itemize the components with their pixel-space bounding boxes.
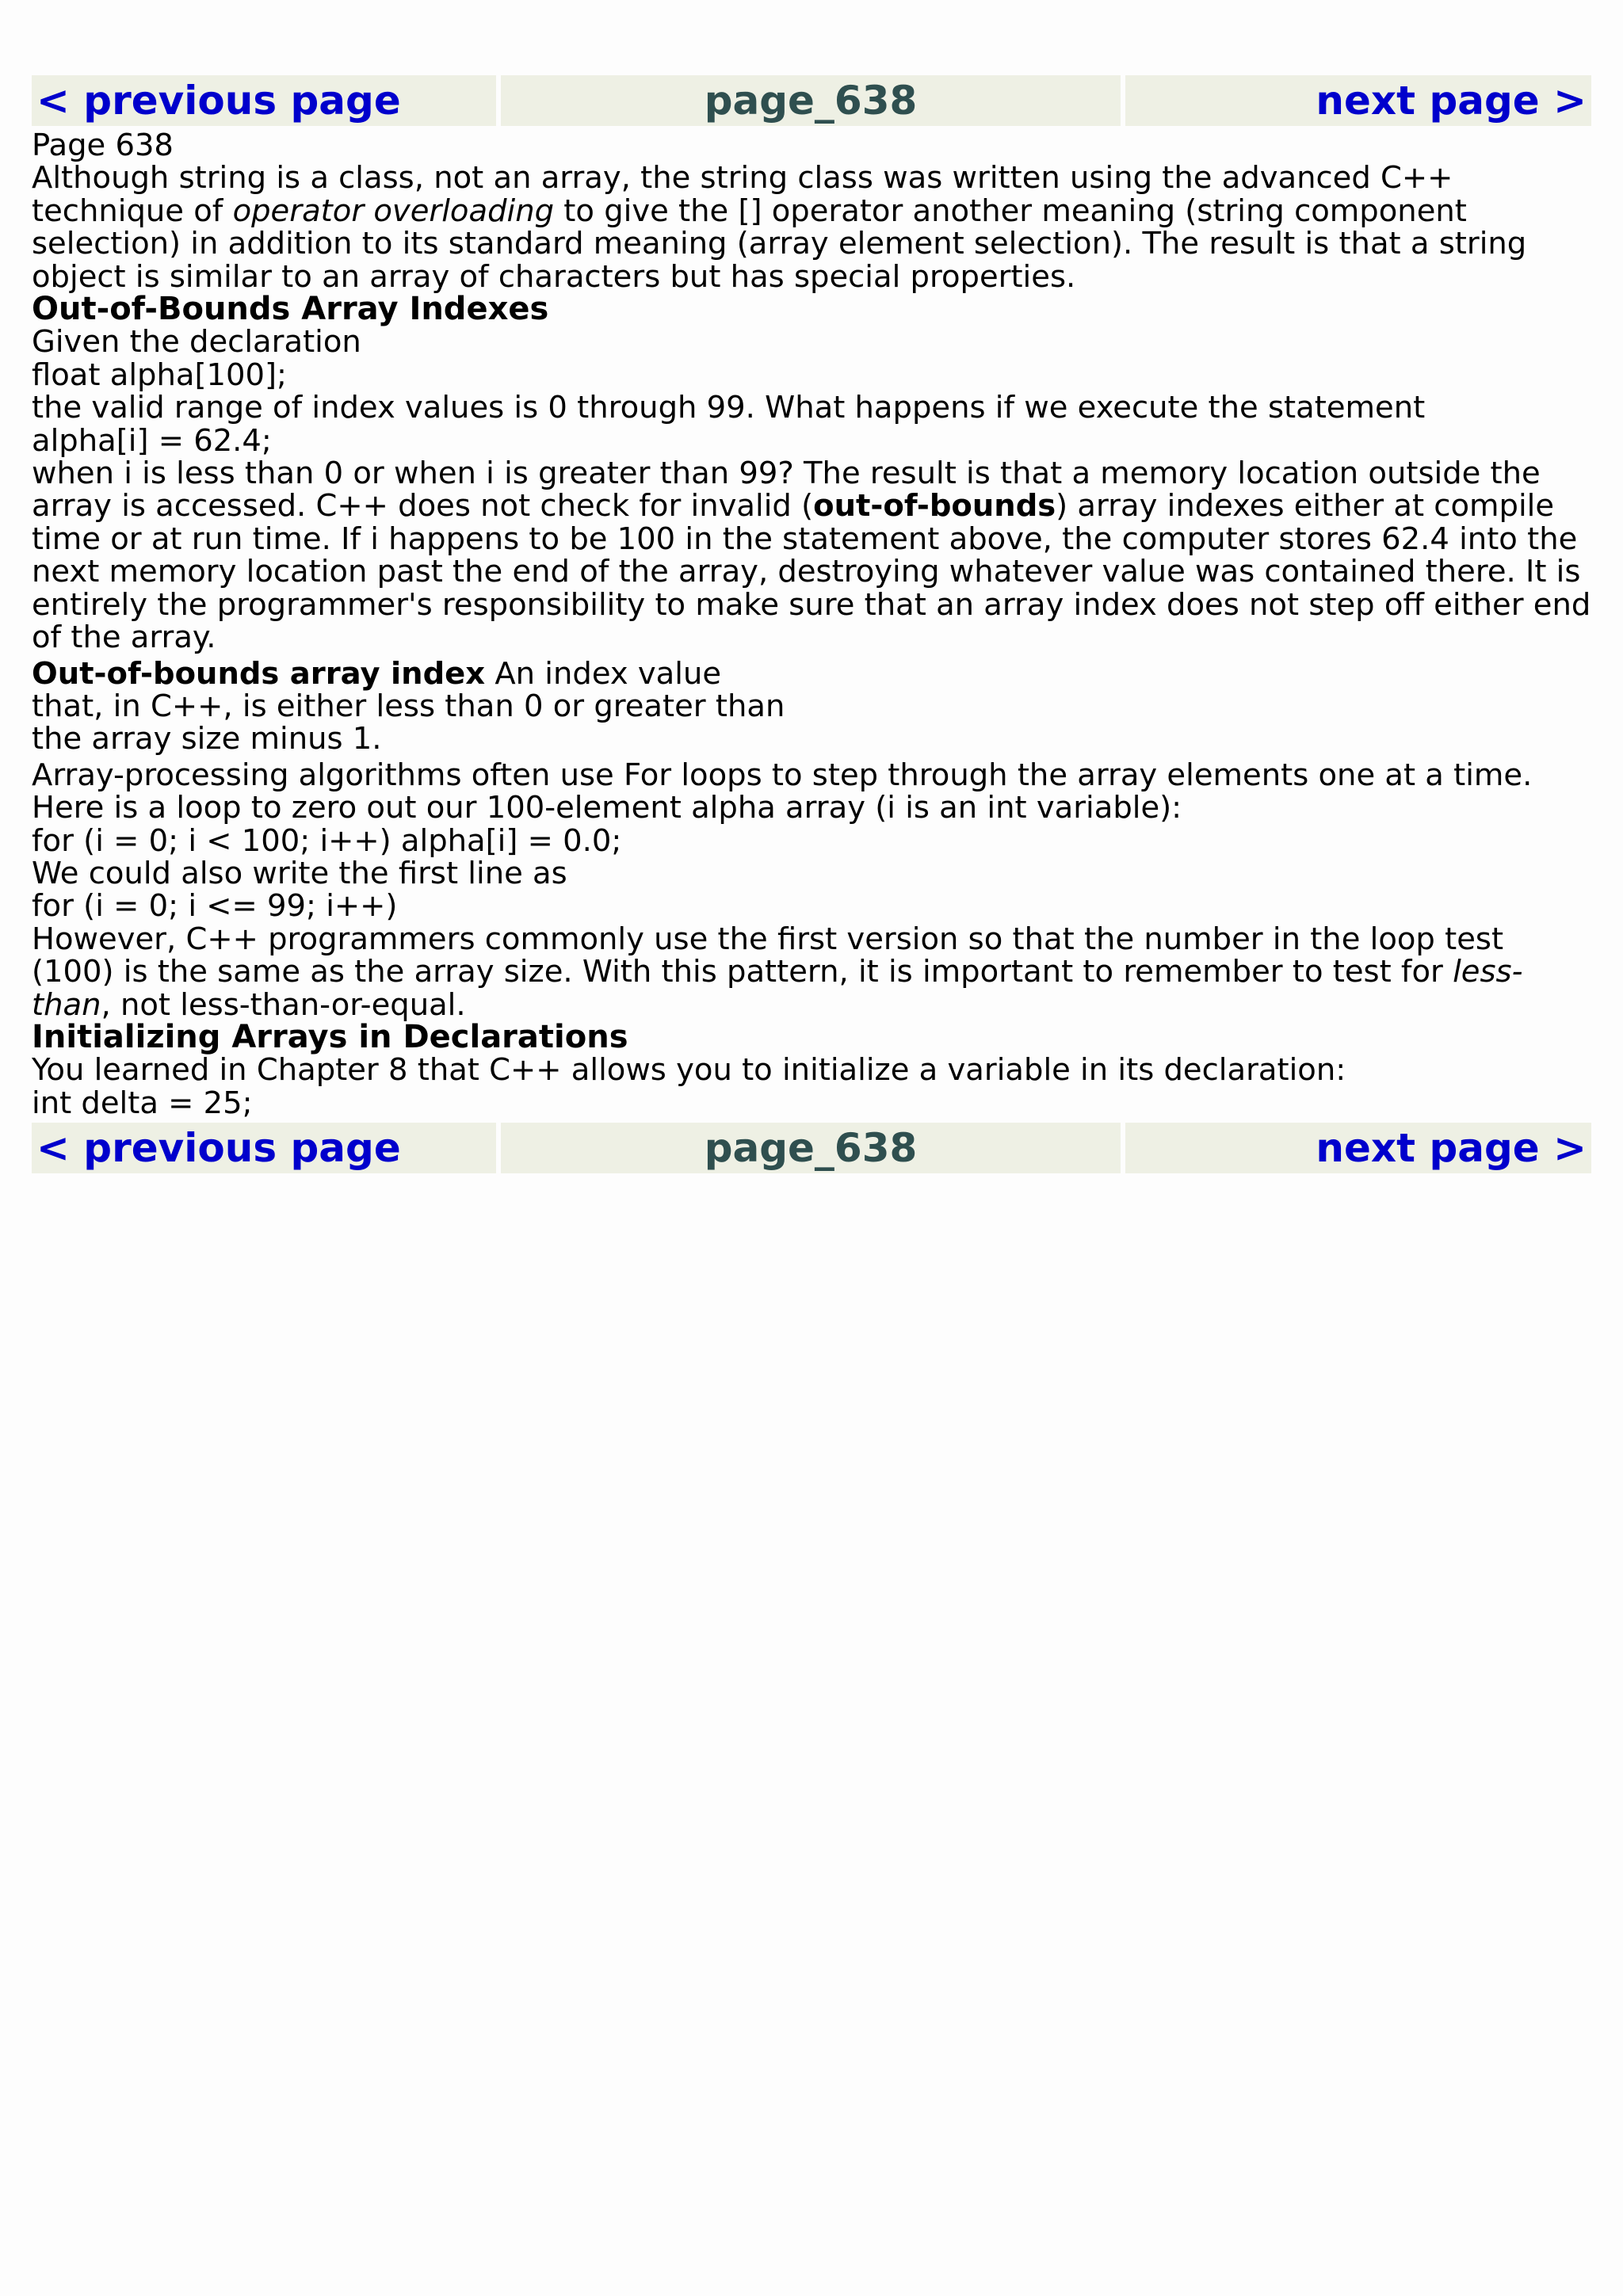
next-page-link[interactable]: next page > [1125,1123,1591,1173]
section-heading-out-of-bounds: Out-of-Bounds Array Indexes [32,291,549,328]
emphasis-less-than: less-than [32,954,1523,1023]
page-indicator: page_638 [501,75,1121,126]
code-for-loop-2: for (i = 0; i <= 99; i++) [32,888,398,925]
emphasis-operator-overloading: operator overloading [232,193,555,229]
page-indicator: page_638 [501,1123,1121,1173]
text-could-also-write: We could also write the first line as [32,855,567,891]
definition-box [32,654,792,759]
top-navbar [32,75,1591,126]
text-chapter-8: You learned in Chapter 8 that C++ allows you to initialize a variable in its declaration: [32,1052,1346,1089]
code-for-loop-1: for (i = 0; i < 100; i++) alpha[i] = 0.0; [32,822,622,859]
paragraph-out-of-bounds: when i is less than 0 or when i is greater than 99? The result is that a memory location outside the array is accessed. C++ does not check for invalid (out-of-bounds) array indexes either at compile time or at run time. If i happens to be 100 in the statement above, the computer stores 62.4 into the next memory location past the end of the array, destroying whatever value was contained there. It is entirely the programmer's responsibility to make sure that an array index does not step off either end of the array. [32,456,1591,656]
definition-term: Out-of-bounds array index [32,655,486,692]
text-valid-range: the valid range of index values is 0 through 99. What happens if we execute the statement [32,390,1426,426]
code-assignment: alpha[i] = 62.4; [32,422,272,459]
paragraph-string-class: Although string is a class, not an array, the string class was written using the advanced C++ technique of operator overloading to give the [] operator another meaning (string component selection) in addition to its standard meaning (array element selection). The result is that a string object is similar to an array of characters but has special properties. [32,160,1527,295]
definition-text: An index value that, in C++, is either less than 0 or greater than the array size minus 1. [32,655,785,757]
previous-page-link[interactable]: < previous page [32,75,496,126]
page-label: Page 638 [32,128,174,163]
bottom-navbar [32,1123,1591,1173]
section-heading-initializing-arrays: Initializing Arrays in Declarations [32,1018,628,1055]
next-page-link[interactable]: next page > [1125,75,1591,126]
document-page [32,75,1591,1173]
bold-out-of-bounds: out-of-bounds [813,488,1056,524]
code-float-declaration: float alpha[100]; [32,357,287,393]
page-content [32,126,1591,1123]
code-int-delta: int delta = 25; [32,1085,253,1121]
paragraph-however: However, C++ programmers commonly use the first version so that the number in the loop test (100) is the same as the array size. With this pattern, it is important to remember to test for less-than, not less-than-or-equal. [32,921,1523,1023]
text-given-declaration: Given the declaration [32,324,361,360]
previous-page-link[interactable]: < previous page [32,1123,496,1173]
paragraph-for-loops: Array-processing algorithms often use For loops to step through the array elements one at a time. Here is a loop to zero out our 100-element alpha array (i is an int variable): [32,757,1533,826]
